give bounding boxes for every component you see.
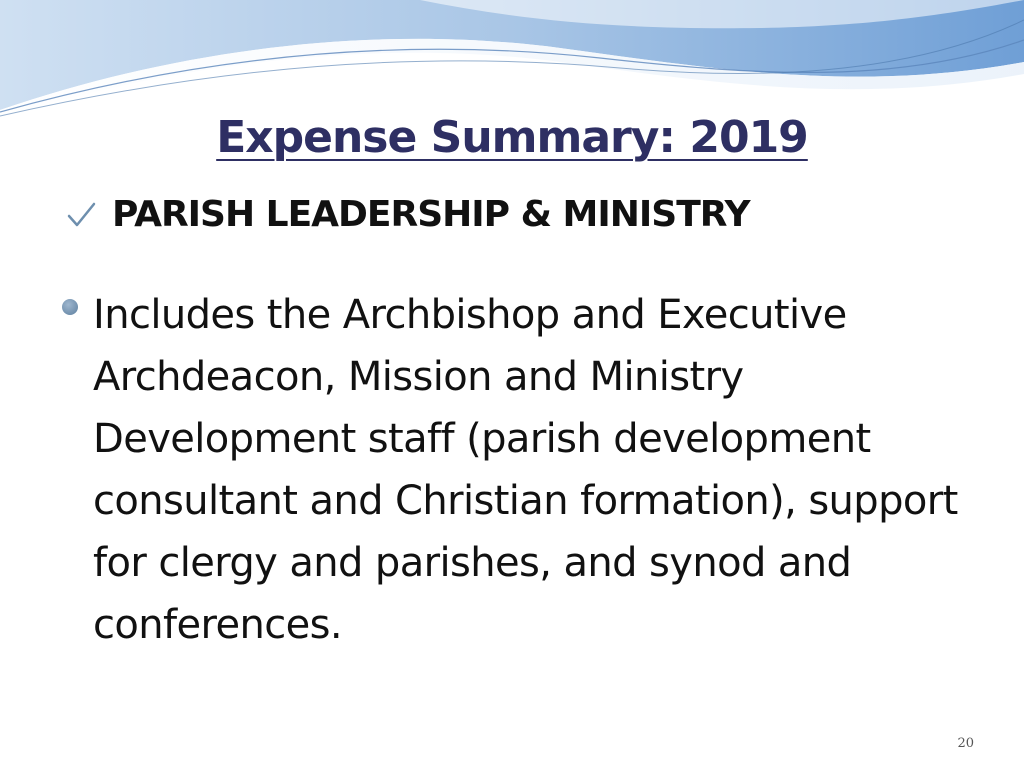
page-number: 20	[957, 736, 974, 751]
bullet-text: Includes the Archbishop and Executive Archdeacon, Mission and Ministry Development staff (parish development consultant and Christian formation), support for clergy and parishes, and synod and conferences.	[93, 292, 958, 648]
check-icon	[66, 200, 96, 230]
bullet-dot-icon	[62, 299, 78, 315]
subheading: PARISH LEADERSHIP & MINISTRY	[112, 194, 750, 235]
subheading-row	[66, 194, 750, 235]
bullet-item	[62, 284, 992, 656]
decorative-wave-header	[0, 0, 1024, 130]
slide-title: Expense Summary: 2019	[216, 112, 808, 163]
